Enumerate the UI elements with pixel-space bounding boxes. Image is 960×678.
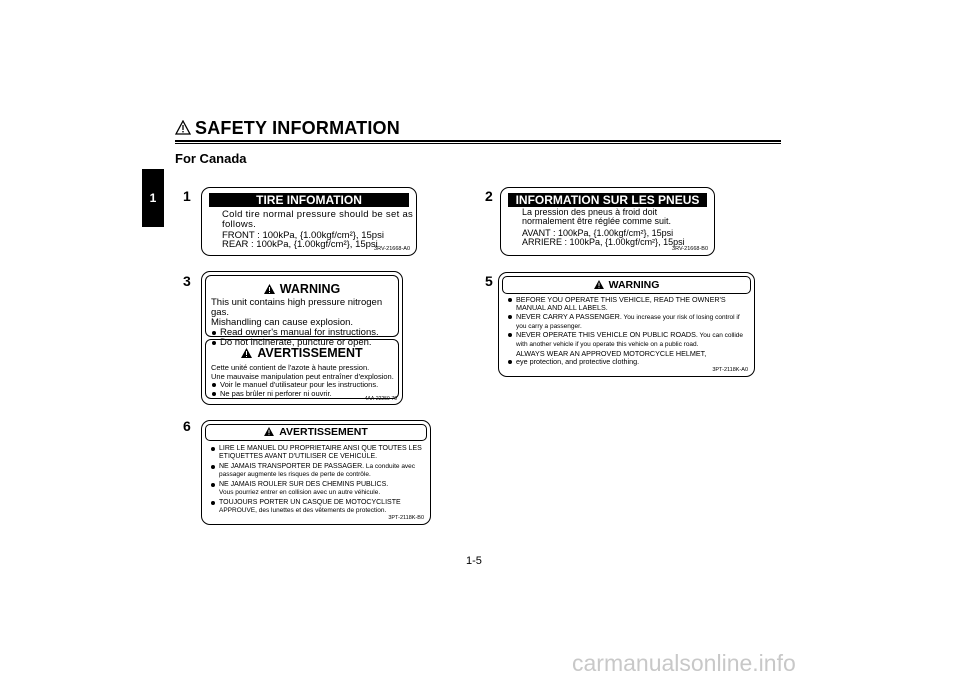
page-title: SAFETY INFORMATION	[195, 118, 400, 138]
warning-helmet-line: ALWAYS WEAR AN APPROVED MOTORCYCLE HELMET,	[516, 348, 707, 358]
chapter-tab: 1	[142, 169, 164, 227]
nitrogen-warning-label	[201, 271, 403, 405]
label-number-5: 5	[485, 273, 493, 289]
nitrogen-fr-line-1: Cette unité contient de l'azote à haute pression.	[211, 363, 370, 372]
avertissement-heading: AVERTISSEMENT	[206, 346, 398, 360]
label-code: 3RV-21668-B0	[672, 246, 708, 252]
avertissement-header-box	[205, 424, 427, 441]
nitrogen-fr-bullet-2: Ne pas brûler ni perforer ni ouvrir.	[211, 390, 394, 399]
avertissement-bullet-2: NE JAMAIS TRANSPORTER DE PASSAGER. La conduite avec passager augmente les risques de perte de contrôle.	[210, 463, 425, 479]
warning-bullet-4: eye protection, and protective clothing.	[507, 358, 748, 366]
tire-info-label-fr	[500, 187, 715, 256]
nitrogen-warning-en	[205, 275, 399, 348]
tire-info-text-fr: La pression des pneus à froid doit normalement être réglée comme suit.	[522, 207, 672, 226]
warning-triangle-icon	[241, 348, 252, 358]
header-rule	[175, 140, 781, 142]
avertissement-bullet-3: NE JAMAIS ROULER SUR DES CHEMINS PUBLICS. Vous pourriez entrer en collision avec un autre véhicule.	[210, 481, 425, 497]
avertissement-bullet-4: TOUJOURS PORTER UN CASQUE DE MOTOCYCLISTE APPROUVE, des lunettes et des vêtements de protection.	[210, 499, 425, 515]
tire-front-pressure: FRONT : 100kPa, {1.00kgf/cm²}, 15psi	[222, 230, 384, 241]
warning-triangle-icon	[264, 427, 274, 436]
label-code: 4AA-22259-70	[364, 396, 397, 402]
page-number: 1-5	[466, 555, 482, 567]
nitrogen-warning-fr	[205, 339, 399, 399]
nitrogen-bullet-2: Do not incinerate, puncture or open.	[211, 338, 394, 348]
nitrogen-fr-line-2: Une mauvaise manipulation peut entraîner d'explosion.	[211, 371, 394, 381]
vehicle-warning-label-en	[498, 272, 755, 377]
nitrogen-line-1: This unit contains high pressure nitrogen gas.	[211, 297, 383, 318]
warning-bullet-3: NEVER OPERATE THIS VEHICLE ON PUBLIC ROADS. You can collide with another vehicle if you operate this vehicle on a public road.	[507, 331, 748, 350]
warning-heading: WARNING	[503, 277, 750, 293]
warning-heading: WARNING	[206, 282, 398, 296]
warning-bullet-1: BEFORE YOU OPERATE THIS VEHICLE, READ THE OWNER'S MANUAL AND ALL LABELS.	[507, 296, 748, 313]
label-number-2: 2	[485, 188, 493, 204]
label-code: 3PT-2118K-A0	[712, 367, 748, 373]
warning-bullet-2: NEVER CARRY A PASSENGER. You increase your risk of losing control if you carry a passenger.	[507, 313, 748, 332]
warning-triangle-icon	[594, 280, 604, 289]
nitrogen-bullet-1: Read owner's manual for instructions.	[211, 328, 394, 338]
label-number-1: 1	[183, 188, 191, 204]
label-number-6: 6	[183, 418, 191, 434]
tire-info-text: Cold tire normal pressure should be set as follows.	[222, 209, 414, 230]
nitrogen-fr-bullet-1: Voir le manuel d'utilisateur pour les instructions.	[211, 381, 394, 390]
avertissement-heading: AVERTISSEMENT	[206, 425, 426, 440]
tire-rear-pressure: REAR : 100kPa, {1.00kgf/cm²}, 15psi	[222, 239, 378, 250]
tire-front-pressure-fr: AVANT : 100kPa, {1.00kgf/cm²}, 15psi	[522, 228, 674, 238]
section-subtitle: For Canada	[175, 151, 247, 166]
header-rule-thin	[175, 143, 781, 144]
vehicle-warning-label-fr	[201, 420, 431, 525]
warning-triangle-icon	[175, 120, 191, 135]
warning-triangle-icon	[264, 284, 275, 294]
label-code: 3PT-2118K-B0	[388, 515, 424, 521]
tire-rear-pressure-fr: ARRIERE : 100kPa, {1.00kgf/cm²}, 15psi	[522, 237, 685, 247]
tire-info-title-fr: INFORMATION SUR LES PNEUS	[508, 193, 707, 207]
warning-header-box	[502, 276, 751, 294]
avertissement-bullet-1: LIRE LE MANUEL DU PROPRIETAIRE ANSI QUE TOUTES LES ETIQUETTES AVANT D'UTILISER CE VEHICULE.	[210, 445, 425, 461]
label-number-3: 3	[183, 273, 191, 289]
tire-info-label-en	[201, 187, 417, 256]
nitrogen-line-2: Mishandling can cause explosion.	[211, 317, 354, 328]
tire-info-title: TIRE INFOMATION	[209, 193, 409, 207]
watermark: carmanualsonline.info	[572, 650, 796, 676]
label-code: 3RV-21668-A0	[374, 246, 410, 252]
